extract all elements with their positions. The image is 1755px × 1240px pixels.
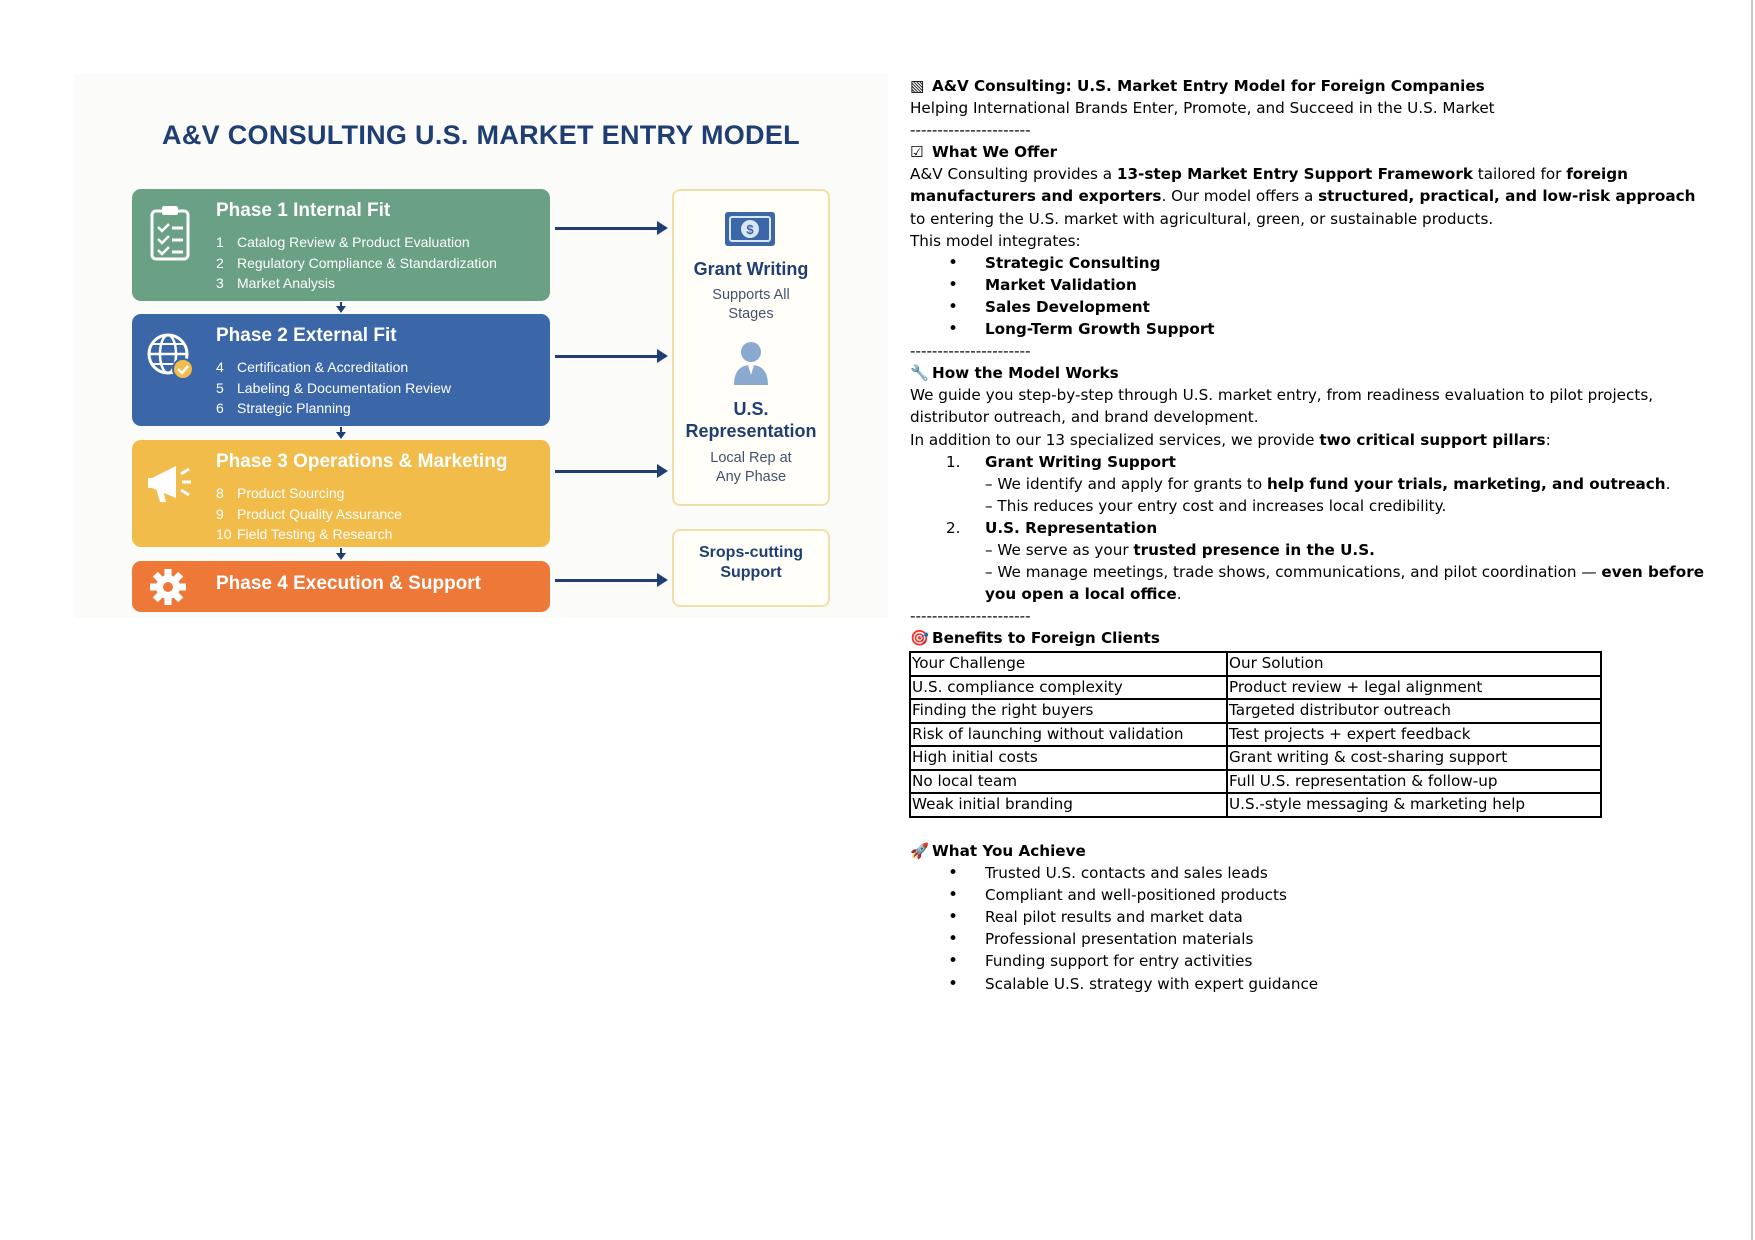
connector-arrow xyxy=(555,470,659,473)
table-row xyxy=(910,723,1601,747)
pillar-detail: – We manage meetings, trade shows, communications, and pilot coordination — even before you open a local office. xyxy=(985,563,1705,604)
grant-writing-title: Grant Writing xyxy=(693,259,809,279)
connector-arrow xyxy=(555,227,659,230)
offer-paragraph: A&V Consulting provides a 13-step Market Entry Support Framework tailored for foreign manufacturers and exporters. Our model offers a structured, practical, and low-risk approach to entering the U.S. market with agricultural, green, or sustainable products. xyxy=(910,165,1696,228)
pillars-list xyxy=(910,451,1710,473)
cost-support-title: Support xyxy=(720,564,782,581)
table-cell: Product review + legal alignment xyxy=(1227,676,1601,700)
right-arrow-icon xyxy=(657,221,668,235)
phase-2-title: Phase 2 External Fit xyxy=(216,325,397,346)
offer-list xyxy=(910,252,1710,340)
right-arrow-icon xyxy=(657,573,668,587)
table-row xyxy=(910,746,1601,770)
wrench-icon: 🔧 xyxy=(910,364,929,383)
connector-arrow xyxy=(555,355,659,358)
checkbox-icon: ☑ xyxy=(910,143,924,162)
table-row xyxy=(910,793,1601,817)
table-header-cell: Our Solution xyxy=(1227,652,1601,676)
pattern-square-icon: ▧ xyxy=(910,77,925,95)
infographic-title: A&V CONSULTING U.S. MARKET ENTRY MODEL xyxy=(162,120,800,150)
dollar-bill-icon xyxy=(724,211,776,252)
phase-2-item: 6 Strategic Planning xyxy=(216,400,351,416)
achieve-heading: 🚀 What You Achieve xyxy=(910,840,1710,862)
phase-4-box xyxy=(132,561,550,612)
table-cell: Weak initial branding xyxy=(910,793,1227,817)
table-row xyxy=(910,770,1601,794)
phase-4-title: Phase 4 Execution & Support xyxy=(216,573,481,594)
table-header-cell: Your Challenge xyxy=(910,652,1227,676)
market-entry-infographic xyxy=(74,74,888,618)
phase-1-title: Phase 1 Internal Fit xyxy=(216,200,391,221)
gear-icon xyxy=(146,567,196,607)
phase-1-item: 3 Market Analysis xyxy=(216,275,336,291)
svg-text:$: $ xyxy=(746,222,754,237)
list-item: 1. Grant Writing Support xyxy=(946,452,1176,471)
table-cell: U.S. compliance complexity xyxy=(910,676,1227,700)
representation-title: U.S. xyxy=(733,399,769,419)
document-subtitle: Helping International Brands Enter, Promote, and Succeed in the U.S. Market xyxy=(910,99,1495,118)
list-item: • Real pilot results and market data xyxy=(910,906,1710,928)
target-icon: 🎯 xyxy=(910,629,929,648)
phase-1-box xyxy=(132,189,550,301)
phase-2-item: 5 Labeling & Documentation Review xyxy=(216,379,452,396)
offer-heading: ☑ What We Offer xyxy=(910,141,1710,163)
support-pillars-box xyxy=(672,189,830,506)
list-item: • Scalable U.S. strategy with expert guidance xyxy=(910,973,1710,995)
phase-3-item: 9 Product Quality Assurance xyxy=(216,505,402,522)
phase-3-item: 8 Product Sourcing xyxy=(216,485,345,501)
pillar-detail: – We identify and apply for grants to help fund your trials, marketing, and outreach. xyxy=(985,474,1671,493)
document-body xyxy=(910,75,1710,995)
table-cell: Risk of launching without validation xyxy=(910,723,1227,747)
document-title: ▧ A&V Consulting: U.S. Market Entry Model for Foreign Companies xyxy=(910,75,1710,97)
person-icon xyxy=(731,341,771,390)
list-item: • Market Validation xyxy=(910,274,1710,296)
table-cell: Grant writing & cost-sharing support xyxy=(1227,746,1601,770)
list-item: • Long-Term Growth Support xyxy=(910,318,1710,340)
connector-arrow xyxy=(555,579,659,582)
cost-support-title: Srops-cutting xyxy=(699,544,803,561)
achieve-list xyxy=(910,862,1710,995)
table-cell: Targeted distributor outreach xyxy=(1227,699,1601,723)
phase-3-box xyxy=(132,440,550,547)
phase-3-item: 10 Field Testing & Research xyxy=(216,526,393,542)
phase-2-box xyxy=(132,314,550,426)
phase-2-item: 4 Certification & Accreditation xyxy=(216,359,409,375)
pillars-list xyxy=(910,517,1710,539)
table-cell: High initial costs xyxy=(910,746,1227,770)
phase-1-item: 2 Regulatory Compliance & Standardization xyxy=(216,254,497,271)
representation-sub: Local Rep at xyxy=(710,450,792,466)
table-row xyxy=(910,676,1601,700)
table-cell: Test projects + expert feedback xyxy=(1227,723,1601,747)
table-cell: Full U.S. representation & follow-up xyxy=(1227,770,1601,794)
cost-support-box xyxy=(672,529,830,607)
pillar-detail: – We serve as your trusted presence in the U.S. xyxy=(985,540,1375,559)
table-header-row xyxy=(910,652,1601,676)
offer-intro: This model integrates: xyxy=(910,231,1081,250)
separator: ---------------------- xyxy=(910,607,1031,626)
phase-1-item: 1 Catalog Review & Product Evaluation xyxy=(216,234,470,250)
separator: ---------------------- xyxy=(910,121,1031,140)
list-item: • Sales Development xyxy=(910,296,1710,318)
phase-3-title: Phase 3 Operations & Marketing xyxy=(216,451,508,472)
down-arrow-icon xyxy=(336,553,346,560)
how-heading: 🔧 How the Model Works xyxy=(910,362,1710,384)
list-item: • Funding support for entry activities xyxy=(910,950,1710,972)
table-row xyxy=(910,699,1601,723)
table-cell: No local team xyxy=(910,770,1227,794)
list-item: • Strategic Consulting xyxy=(910,252,1710,274)
list-item: 2. U.S. Representation xyxy=(946,518,1158,537)
how-pillars-intro: In addition to our 13 specialized services, we provide two critical support pillars: xyxy=(910,430,1551,449)
globe-check-icon xyxy=(146,328,196,390)
table-cell: Finding the right buyers xyxy=(910,699,1227,723)
list-item: • Compliant and well-positioned products xyxy=(910,884,1710,906)
representation-sub: Any Phase xyxy=(715,469,787,485)
grant-writing-sub: Supports All xyxy=(712,287,790,303)
benefits-heading: 🎯 Benefits to Foreign Clients xyxy=(910,627,1710,649)
representation-title: Representation xyxy=(685,421,817,441)
table-cell: U.S.-style messaging & marketing help xyxy=(1227,793,1601,817)
rocket-icon: 🚀 xyxy=(910,841,929,860)
list-item: • Professional presentation materials xyxy=(910,928,1710,950)
separator: ---------------------- xyxy=(910,342,1031,361)
grant-writing-sub: Stages xyxy=(728,306,774,322)
clipboard-checklist-icon xyxy=(146,203,196,265)
how-paragraph: We guide you step-by-step through U.S. market entry, from readiness evaluation to pilot projects, distributor outreach, and brand development. xyxy=(910,386,1654,427)
pillar-detail: – This reduces your entry cost and increases local credibility. xyxy=(985,496,1447,515)
down-arrow-icon xyxy=(336,432,346,439)
page-edge xyxy=(1751,0,1753,1240)
spacer xyxy=(910,818,1710,840)
list-item: • Trusted U.S. contacts and sales leads xyxy=(910,862,1710,884)
benefits-table xyxy=(909,651,1602,818)
down-arrow-icon xyxy=(336,306,346,313)
right-arrow-icon xyxy=(657,349,668,363)
megaphone-icon xyxy=(146,454,196,516)
right-arrow-icon xyxy=(657,464,668,478)
